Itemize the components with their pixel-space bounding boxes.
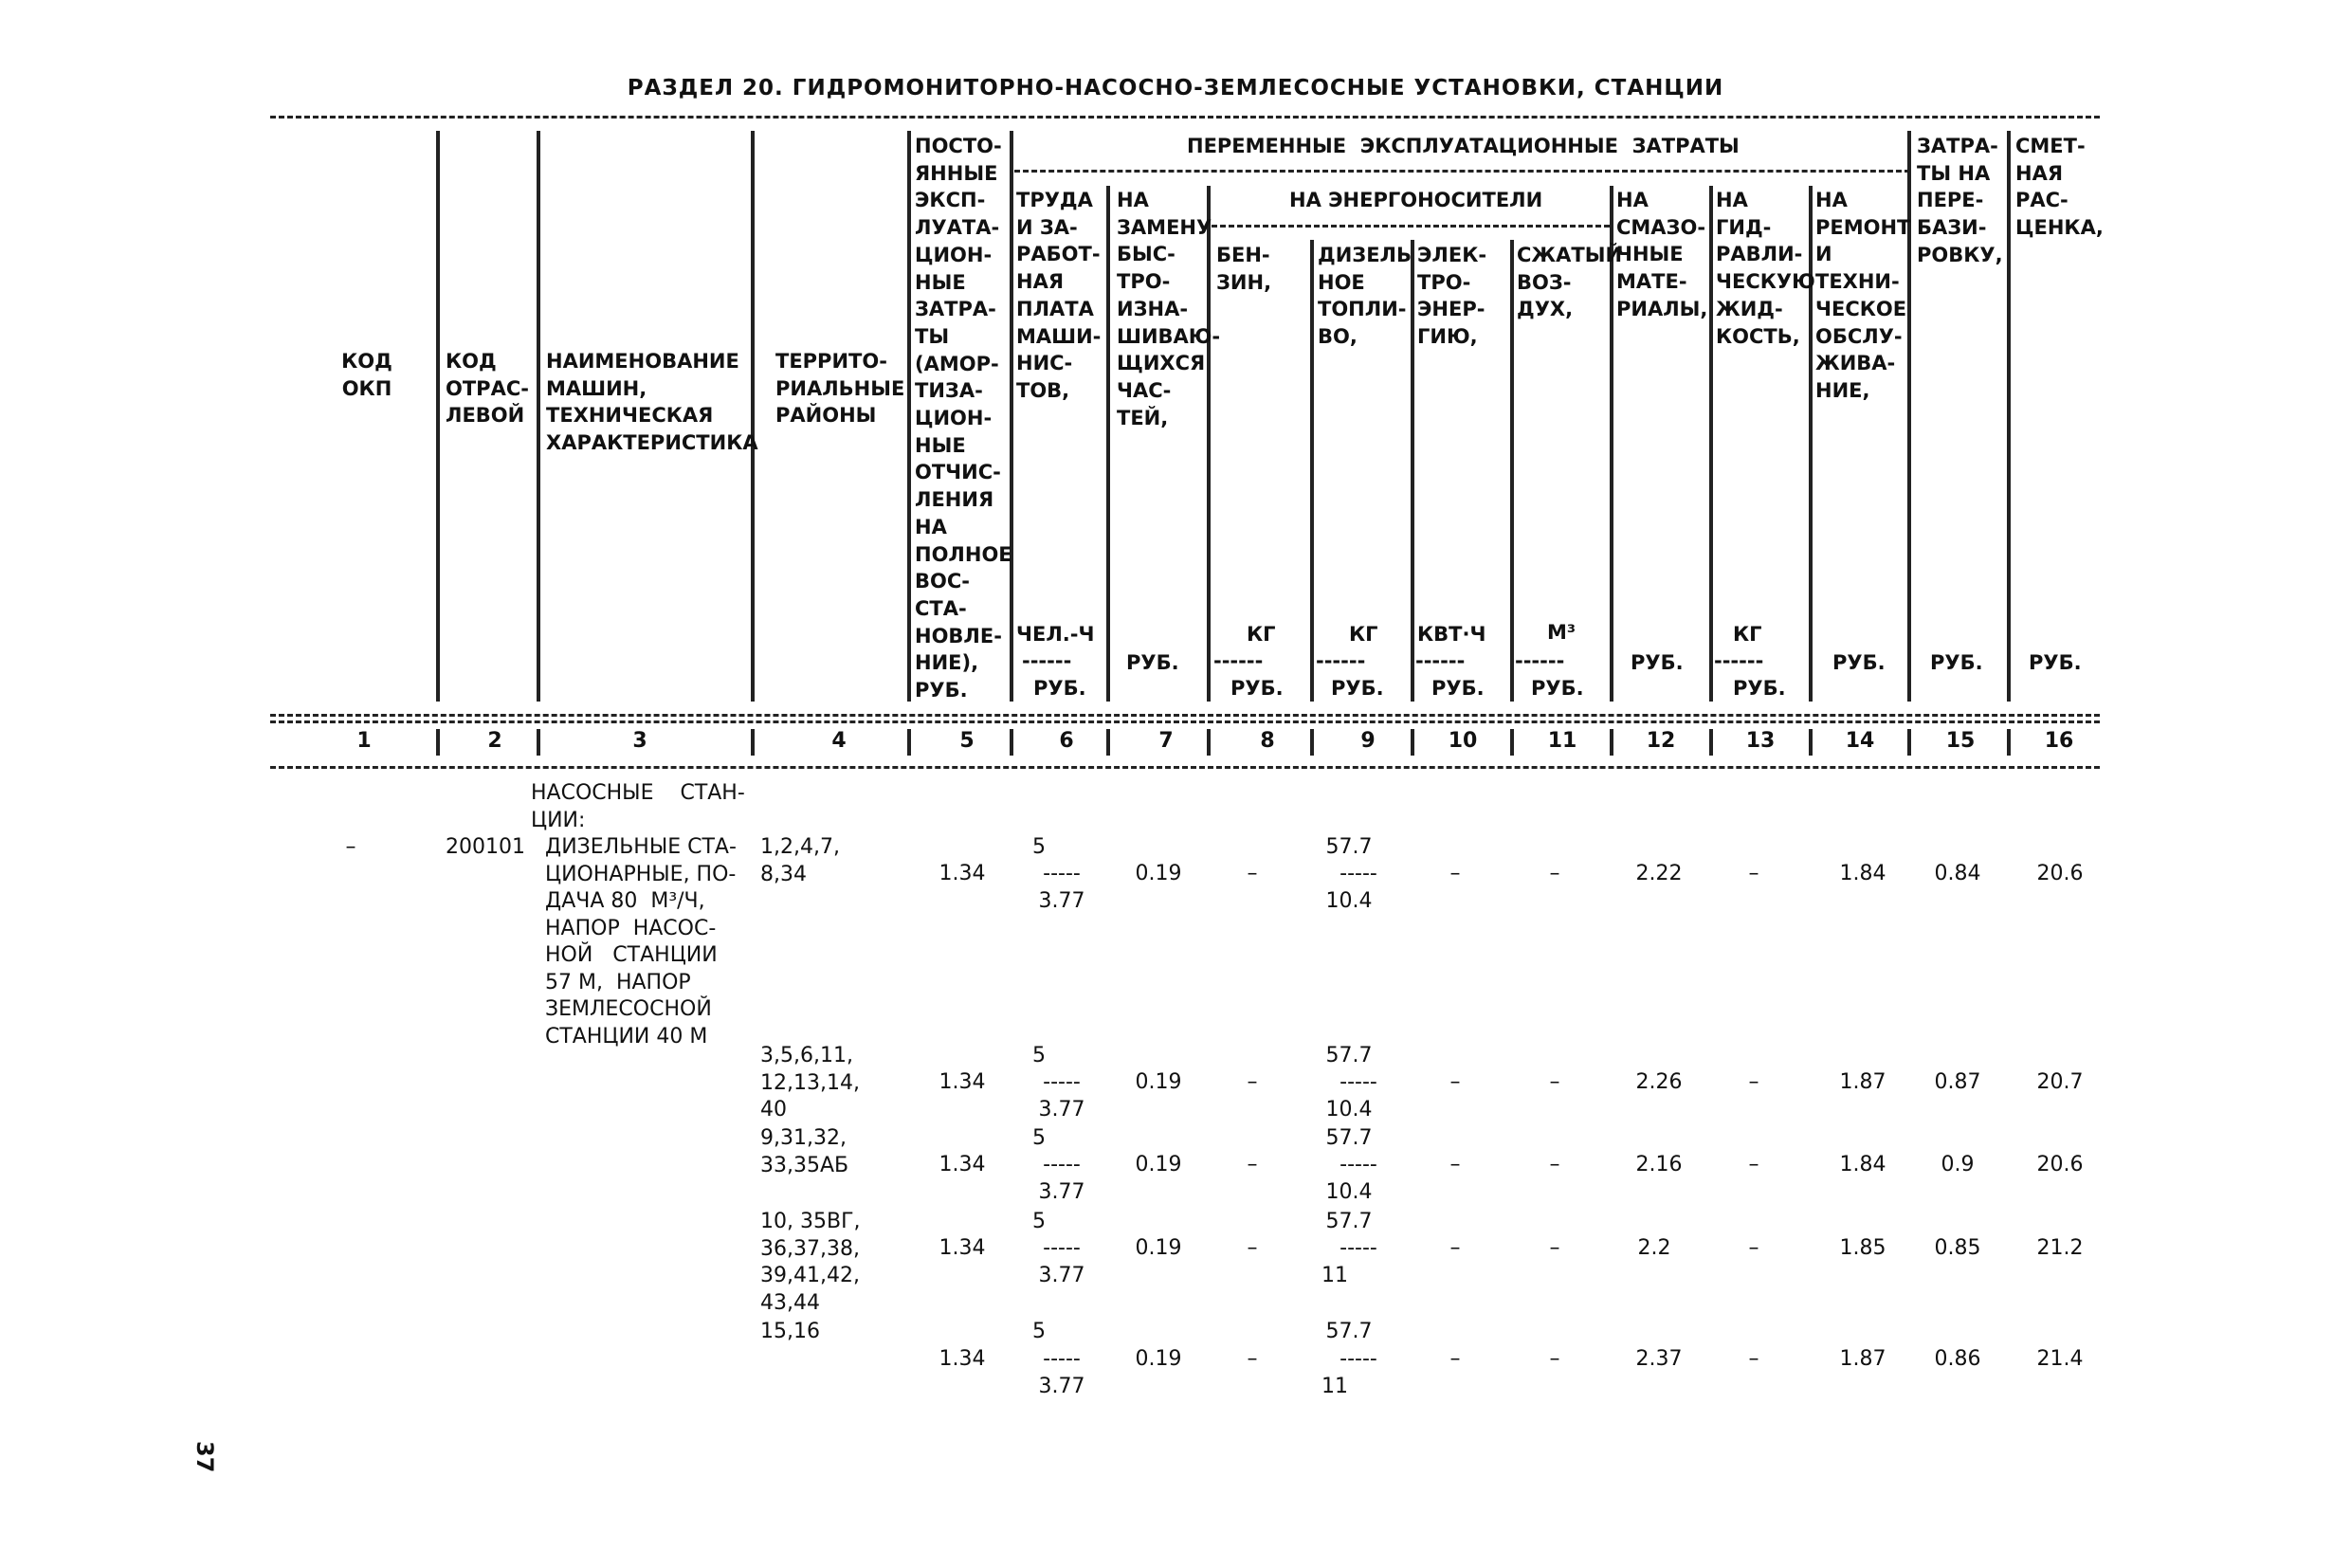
- unit-diesel-rub: РУБ.: [1331, 677, 1384, 700]
- row-c16: 20.7: [2036, 1070, 2084, 1094]
- header-labor-unit: ЧЕЛ.-Ч: [1016, 623, 1095, 646]
- row-c13: –: [1748, 1236, 1759, 1260]
- row-labor-rub: 3.77: [1038, 889, 1085, 913]
- row-c11: –: [1549, 1236, 1560, 1260]
- item-okp: –: [345, 835, 356, 859]
- row-labor-hours: 5: [1032, 1320, 1046, 1343]
- row-diesel-kg: 57.7: [1325, 1126, 1373, 1150]
- group-title: НАСОСНЫЕ СТАН- ЦИИ:: [531, 781, 745, 832]
- column-number: 9: [1360, 729, 1376, 753]
- unit-air-rub: РУБ.: [1531, 677, 1584, 700]
- row-regions: 3,5,6,11, 12,13,14, 40: [760, 1044, 860, 1121]
- row-labor-line: -----: [1043, 862, 1081, 885]
- header-branch-code: КОД ОТРАС- ЛЕВОЙ: [446, 350, 529, 428]
- unit-petrol-rub: РУБ.: [1230, 677, 1284, 700]
- energy-group-rule: [1212, 225, 1610, 228]
- row-c16: 20.6: [2036, 862, 2084, 885]
- row-diesel-line: -----: [1340, 862, 1377, 885]
- row-c8: –: [1247, 1153, 1258, 1176]
- header-hydraulic: НА ГИД- РАВЛИ- ЧЕСКУЮ ЖИД- КОСТЬ,: [1716, 189, 1815, 348]
- column-number: 7: [1158, 729, 1174, 753]
- row-labor-rub: 3.77: [1038, 1098, 1085, 1121]
- header-variable-group: ПЕРЕМЕННЫЕ ЭКСПЛУАТАЦИОННЫЕ ЗАТРАТЫ: [1187, 135, 1740, 157]
- row-diesel-line: -----: [1340, 1347, 1377, 1371]
- row-diesel-rub: 11: [1321, 1375, 1348, 1398]
- row-c11: –: [1549, 1347, 1560, 1371]
- col-sep: [2007, 131, 2011, 702]
- column-number: 14: [1845, 729, 1875, 753]
- row-c8: –: [1247, 1347, 1258, 1371]
- unit-hydraulic-kg: КГ: [1733, 623, 1762, 646]
- colnum-sep: [1411, 729, 1414, 756]
- row-labor-hours: 5: [1032, 1044, 1046, 1067]
- row-regions: 1,2,4,7, 8,34: [760, 835, 840, 886]
- unit-lub-rub: РУБ.: [1631, 651, 1684, 674]
- row-c16: 20.6: [2036, 1153, 2084, 1176]
- column-number: 11: [1547, 729, 1577, 753]
- row-c16: 21.4: [2036, 1347, 2084, 1371]
- row-c15: 0.9: [1941, 1153, 1975, 1176]
- colnum-bottom-rule: [270, 766, 2100, 769]
- header-labor-rub: РУБ.: [1033, 677, 1086, 700]
- row-c7: 0.19: [1135, 1347, 1182, 1371]
- unit-electric-dash: ------: [1415, 649, 1466, 672]
- col-sep: [436, 131, 440, 702]
- row-c5: 1.34: [939, 1153, 986, 1176]
- unit-hydraulic-dash: ------: [1714, 649, 1764, 672]
- col-sep: [537, 131, 540, 702]
- row-labor-line: -----: [1043, 1347, 1081, 1371]
- row-c5: 1.34: [939, 1070, 986, 1094]
- row-labor-hours: 5: [1032, 835, 1046, 859]
- row-c14: 1.85: [1839, 1236, 1886, 1260]
- header-constant: ПОСТО- ЯННЫЕ ЭКСП- ЛУАТА- ЦИОН- НЫЕ ЗАТРА- ТЫ (АМОР- ТИЗА- ЦИОН- НЫЕ ОТЧИС- ЛЕНИЯ НА ПОЛНОЕ ВОС- СТА- НОВЛЕ- НИЕ), РУБ.: [915, 135, 1012, 702]
- row-c12: 2.37: [1635, 1347, 1683, 1371]
- row-c12: 2.22: [1635, 862, 1683, 885]
- row-c5: 1.34: [939, 1347, 986, 1371]
- row-c7: 0.19: [1135, 862, 1182, 885]
- row-c14: 1.84: [1839, 862, 1886, 885]
- row-regions: 15,16: [760, 1320, 820, 1343]
- unit-estimate-rub: РУБ.: [2029, 651, 2082, 674]
- row-diesel-kg: 57.7: [1325, 1210, 1373, 1233]
- row-labor-line: -----: [1043, 1153, 1081, 1176]
- row-c11: –: [1549, 862, 1560, 885]
- row-c10: –: [1449, 1153, 1461, 1176]
- row-c5: 1.34: [939, 862, 986, 885]
- row-c10: –: [1449, 862, 1461, 885]
- unit-air-dash: ------: [1515, 649, 1565, 672]
- row-labor-line: -----: [1043, 1236, 1081, 1260]
- row-diesel-line: -----: [1340, 1153, 1377, 1176]
- col-sep: [907, 131, 911, 702]
- unit-hydraulic-rub: РУБ.: [1733, 677, 1786, 700]
- row-diesel-line: -----: [1340, 1236, 1377, 1260]
- unit-air-m3: М³: [1547, 621, 1576, 644]
- colnum-sep: [1106, 729, 1110, 756]
- colnum-sep: [436, 729, 440, 756]
- col-sep: [1310, 240, 1314, 702]
- row-c13: –: [1748, 862, 1759, 885]
- row-diesel-rub: 11: [1321, 1264, 1348, 1287]
- colnum-sep: [907, 729, 911, 756]
- row-c15: 0.84: [1934, 862, 1981, 885]
- colnum-sep: [1907, 729, 1911, 756]
- header-wear-rub: РУБ.: [1126, 651, 1179, 674]
- row-c12: 2.26: [1635, 1070, 1683, 1094]
- row-c12: 2.16: [1635, 1153, 1683, 1176]
- colnum-sep: [1310, 729, 1314, 756]
- row-c13: –: [1748, 1347, 1759, 1371]
- row-c11: –: [1549, 1153, 1560, 1176]
- colnum-sep: [1010, 729, 1013, 756]
- header-energy-group: НА ЭНЕРГОНОСИТЕЛИ: [1289, 189, 1543, 211]
- row-c13: –: [1748, 1070, 1759, 1094]
- header-estimate: СМЕТ- НАЯ РАС- ЦЕНКА,: [2015, 135, 2104, 240]
- section-title: РАЗДЕЛ 20. ГИДРОМОНИТОРНО-НАСОСНО-ЗЕМЛЕСОСНЫЕ УСТАНОВКИ, СТАНЦИИ: [627, 76, 1724, 100]
- row-c8: –: [1247, 1236, 1258, 1260]
- unit-petrol-dash: ------: [1213, 649, 1264, 672]
- colnum-top-rule: [270, 720, 2100, 723]
- header-electric: ЭЛЕК- ТРО- ЭНЕР- ГИЮ,: [1417, 244, 1487, 349]
- row-diesel-rub: 10.4: [1325, 889, 1373, 913]
- row-labor-rub: 3.77: [1038, 1375, 1085, 1398]
- colnum-sep: [1809, 729, 1813, 756]
- colnum-sep: [2007, 729, 2011, 756]
- row-diesel-rub: 10.4: [1325, 1180, 1373, 1204]
- header-petrol: БЕН- ЗИН,: [1216, 244, 1272, 294]
- column-number: 15: [1945, 729, 1976, 753]
- row-c13: –: [1748, 1153, 1759, 1176]
- colnum-sep: [537, 729, 540, 756]
- unit-electric-kwh: КВТ·Ч: [1417, 623, 1486, 646]
- row-c15: 0.86: [1934, 1347, 1981, 1371]
- row-c11: –: [1549, 1070, 1560, 1094]
- row-diesel-kg: 57.7: [1325, 835, 1373, 859]
- column-number: 13: [1745, 729, 1776, 753]
- unit-petrol-kg: КГ: [1247, 623, 1276, 646]
- unit-diesel-kg: КГ: [1349, 623, 1378, 646]
- header-labor-dash: ------: [1022, 649, 1072, 672]
- row-c8: –: [1247, 1070, 1258, 1094]
- row-c7: 0.19: [1135, 1070, 1182, 1094]
- row-c8: –: [1247, 862, 1258, 885]
- header-okp: КОД ОКП: [341, 350, 392, 400]
- item-code: 200101: [446, 835, 525, 859]
- row-c15: 0.85: [1934, 1236, 1981, 1260]
- variable-group-rule: [1014, 170, 1910, 173]
- row-diesel-rub: 10.4: [1325, 1098, 1373, 1121]
- colnum-sep: [751, 729, 755, 756]
- row-labor-line: -----: [1043, 1070, 1081, 1094]
- column-number: 12: [1646, 729, 1676, 753]
- item-name: ДИЗЕЛЬНЫЕ СТА- ЦИОНАРНЫЕ, ПО- ДАЧА 80 М³/Ч, НАПОР НАСОС- НОЙ СТАНЦИИ 57 М, НАПОР ЗЕМЛЕСОСНОЙ СТАНЦИИ 40 М: [545, 835, 737, 1048]
- row-c15: 0.87: [1934, 1070, 1981, 1094]
- row-c5: 1.34: [939, 1236, 986, 1260]
- row-c16: 21.2: [2036, 1236, 2084, 1260]
- header-lubricants: НА СМАЗО- ЧНЫЕ МАТЕ- РИАЛЫ,: [1616, 189, 1708, 320]
- unit-relocation-rub: РУБ.: [1930, 651, 1983, 674]
- row-labor-rub: 3.77: [1038, 1264, 1085, 1287]
- colnum-sep: [1510, 729, 1514, 756]
- row-c14: 1.87: [1839, 1070, 1886, 1094]
- column-number: 2: [487, 729, 502, 753]
- row-c7: 0.19: [1135, 1153, 1182, 1176]
- column-number: 4: [831, 729, 847, 753]
- unit-diesel-dash: ------: [1316, 649, 1366, 672]
- col-sep: [1709, 186, 1713, 702]
- header-air: СЖАТЫЙ ВОЗ- ДУХ,: [1517, 244, 1623, 321]
- row-diesel-kg: 57.7: [1325, 1320, 1373, 1343]
- row-c10: –: [1449, 1070, 1461, 1094]
- header-relocation: ЗАТРА- ТЫ НА ПЕРЕ- БАЗИ- РОВКУ,: [1917, 135, 2003, 266]
- col-sep: [1106, 186, 1110, 702]
- row-c14: 1.84: [1839, 1153, 1886, 1176]
- column-number: 3: [632, 729, 647, 753]
- row-labor-rub: 3.77: [1038, 1180, 1085, 1204]
- colnum-sep: [1709, 729, 1713, 756]
- unit-electric-rub: РУБ.: [1431, 677, 1485, 700]
- column-number: 6: [1059, 729, 1074, 753]
- row-c7: 0.19: [1135, 1236, 1182, 1260]
- colnum-sep: [1610, 729, 1613, 756]
- row-c10: –: [1449, 1236, 1461, 1260]
- row-c14: 1.87: [1839, 1347, 1886, 1371]
- header-top-rule: [270, 116, 2100, 119]
- column-number: 16: [2044, 729, 2074, 753]
- column-number: 1: [356, 729, 372, 753]
- header-bottom-rule: [270, 714, 2100, 717]
- row-diesel-line: -----: [1340, 1070, 1377, 1094]
- row-diesel-kg: 57.7: [1325, 1044, 1373, 1067]
- column-number: 5: [959, 729, 975, 753]
- header-labor: ТРУДА И ЗА- РАБОТ- НАЯ ПЛАТА МАШИ- НИС- ТОВ,: [1016, 189, 1102, 402]
- colnum-sep: [1207, 729, 1211, 756]
- header-name: НАИМЕНОВАНИЕ МАШИН, ТЕХНИЧЕСКАЯ ХАРАКТЕРИСТИКА: [546, 350, 758, 455]
- header-regions: ТЕРРИТО- РИАЛЬНЫЕ РАЙОНЫ: [775, 350, 905, 428]
- row-c10: –: [1449, 1347, 1461, 1371]
- header-repair: НА РЕМОНТ И ТЕХНИ- ЧЕСКОЕ ОБСЛУ- ЖИВА- НИЕ,: [1815, 189, 1911, 402]
- unit-repair-rub: РУБ.: [1832, 651, 1886, 674]
- header-wear-parts: НА ЗАМЕНУ БЫС- ТРО- ИЗНА- ШИВАЮ- ЩИХСЯ ЧАС- ТЕЙ,: [1117, 189, 1221, 429]
- column-number: 8: [1260, 729, 1275, 753]
- col-sep: [1510, 240, 1514, 702]
- page-number: 37: [191, 1441, 218, 1473]
- row-regions: 10, 35ВГ, 36,37,38, 39,41,42, 43,44: [760, 1210, 861, 1315]
- column-number: 10: [1448, 729, 1478, 753]
- row-c12: 2.2: [1637, 1236, 1671, 1260]
- row-regions: 9,31,32, 33,35АБ: [760, 1126, 849, 1177]
- header-diesel: ДИЗЕЛЬ НОЕ ТОПЛИ- ВО,: [1318, 244, 1412, 349]
- row-labor-hours: 5: [1032, 1210, 1046, 1233]
- row-labor-hours: 5: [1032, 1126, 1046, 1150]
